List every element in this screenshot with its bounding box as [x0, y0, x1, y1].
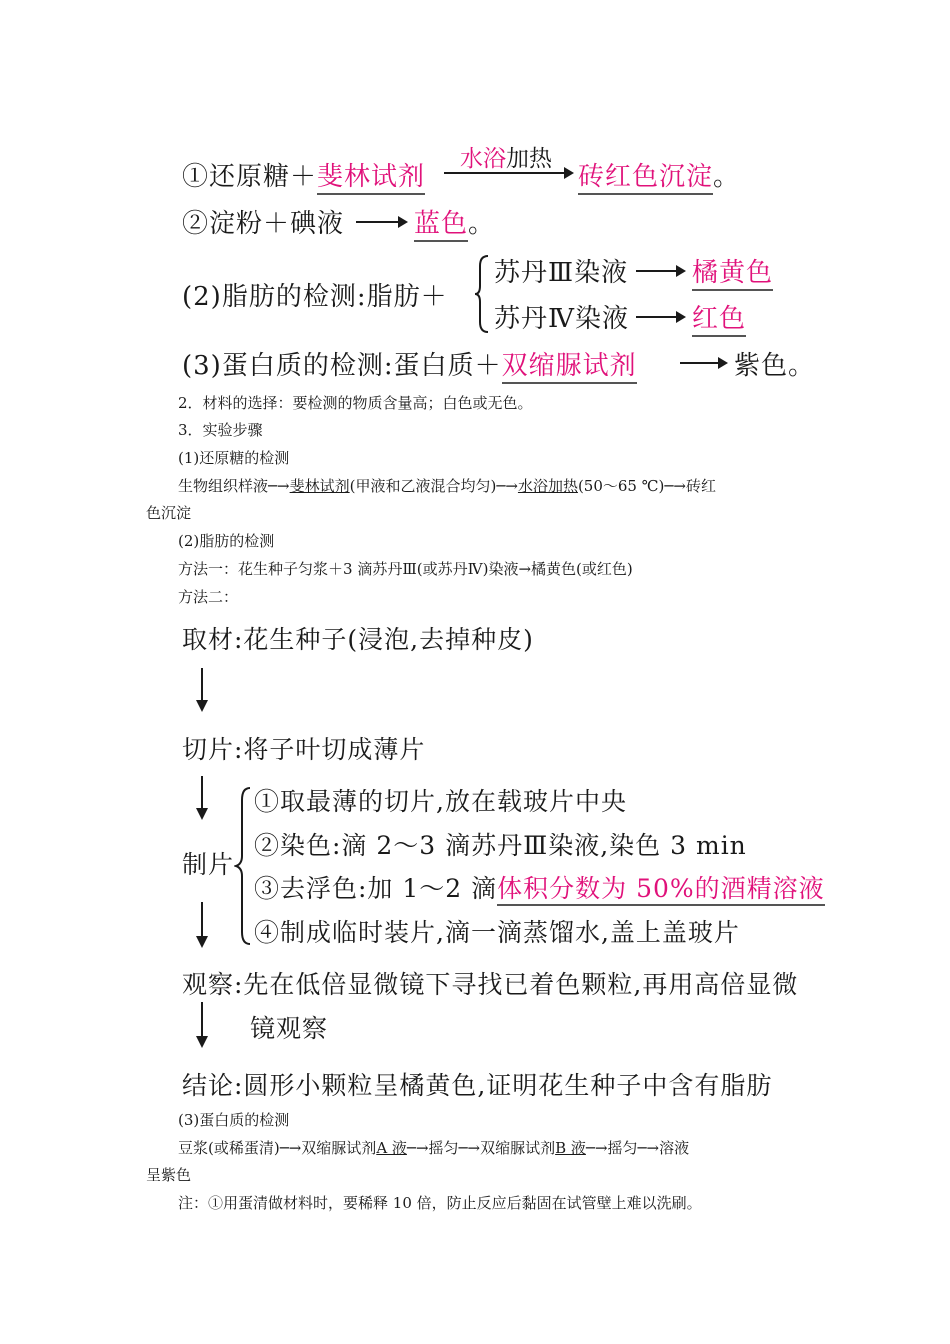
arrow-icon — [356, 221, 406, 223]
water-bath-label: 水浴加热 — [460, 146, 552, 172]
fehling-reagent: 斐林试剂 — [317, 162, 425, 195]
step-slicing: 切片:将子叶切成薄片 — [182, 735, 426, 764]
alcohol-solution: 体积分数为 50%的酒精溶液 — [497, 874, 825, 906]
section-heading: 3．实验步骤 — [178, 421, 263, 439]
biuret-reagent: 双缩脲试剂 — [502, 351, 637, 384]
step-sampling: 取材:花生种子(浸泡,去掉种皮) — [182, 625, 534, 654]
note: 注：①用蛋清做材料时，要稀释 10 倍，防止反应后黏固在试管壁上难以洗刷。 — [178, 1194, 702, 1212]
brace-icon — [474, 254, 492, 334]
reducing-sugar-steps: 生物组织样液─→斐林试剂(甲液和乙液混合均匀)─→水浴加热(50～65 ℃)─→砖红 — [178, 477, 716, 495]
down-arrow-icon — [201, 668, 203, 710]
blue-result: 蓝色 — [414, 209, 468, 242]
down-arrow-icon — [201, 776, 203, 818]
down-arrow-icon — [201, 1002, 203, 1046]
arrow-icon — [636, 270, 684, 272]
step-making-slide: 制片 — [182, 850, 235, 879]
material-selection: 2．材料的选择：要检测的物质含量高；白色或无色。 — [178, 394, 533, 412]
protein-detection-formula: (3)蛋白质的检测:蛋白质＋双缩脲试剂 — [182, 345, 637, 382]
method-two: 方法二： — [178, 588, 239, 606]
down-arrow-icon — [201, 902, 203, 946]
protein-steps: 豆浆(或稀蛋清)─→双缩脲试剂A 液─→摇匀─→双缩脲试剂B 液─→摇匀─→溶液 — [178, 1139, 690, 1157]
subsection-heading: (2)脂肪的检测 — [178, 532, 275, 550]
step-observe: 观察:先在低倍显微镜下寻找已着色颗粒,再用高倍显微 — [182, 970, 799, 999]
fat-detection-formula: (2)脂肪的检测:脂肪＋ — [182, 282, 448, 312]
step-conclusion: 结论:圆形小颗粒呈橘黄色,证明花生种子中含有脂肪 — [182, 1071, 773, 1100]
reducing-sugar-formula: ①还原糖＋斐林试剂 — [182, 156, 425, 193]
subsection-heading: (3)蛋白质的检测 — [178, 1111, 290, 1129]
orange-yellow-result: 橘黄色 — [692, 258, 773, 291]
method-one: 方法一：花生种子匀浆＋3 滴苏丹Ⅲ(或苏丹Ⅳ)染液→橘黄色(或红色) — [178, 560, 633, 578]
red-result: 红色 — [692, 304, 746, 337]
arrow-icon — [680, 362, 726, 364]
subsection-heading: (1)还原糖的检测 — [178, 449, 290, 467]
arrow-icon — [444, 172, 572, 174]
starch-formula: ②淀粉＋碘液 — [182, 209, 345, 239]
brick-red-precipitate: 砖红色沉淀 — [578, 162, 713, 195]
arrow-icon — [636, 316, 684, 318]
brace-icon — [234, 786, 254, 946]
